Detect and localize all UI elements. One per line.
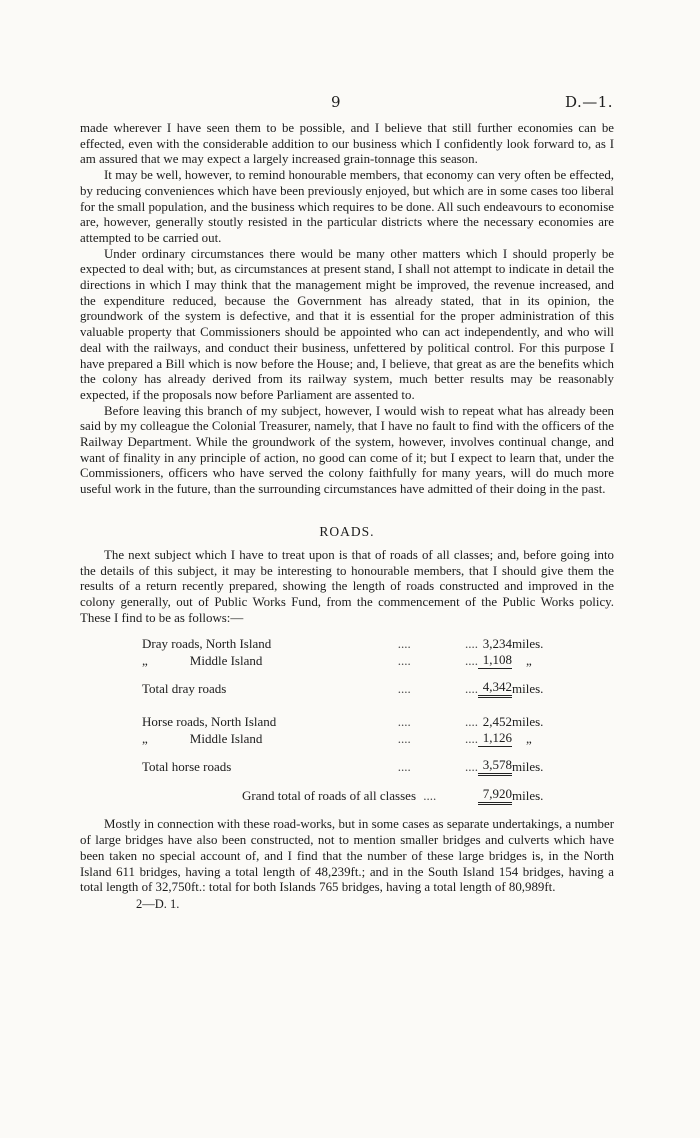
paragraph-continuation: made wherever I have seen them to be possible, and I believe that still further economies can be effected, even with the considerable addition to our business which I confidently look forward to, as I am assured that we may expect a largely increased grain-tonnage this season.: [80, 121, 614, 167]
row-value: 7,920: [478, 786, 512, 804]
leader-dots: ....: [465, 730, 478, 746]
row-value: 3,234: [482, 636, 512, 652]
row-unit: miles.: [512, 787, 544, 803]
paragraph-commissioners: Under ordinary circumstances there would be many other matters which I should properly be expected to deal with; but, as circumstances at present stand, I shall not attempt to indicate in detail the directions in which I may think that the management might be improved, the revenue increased, and the expenditure reduced, because the Government has already stated, that in its opinion, the groundwork of the system is defective, and that it is essential for the proper administration of this valuable property that Commissioners should be appointed who can act independently, and who will deal with the railways, and conduct their business, unfettered by political control. For this purpose I have prepared a Bill which is now before the House; and, I believe, that great as are the benefits which the colony has already derived from its railway system, much better results may be reasonably expected, if the proposals now before Parliament are assented to.: [80, 246, 614, 402]
row-unit: miles.: [512, 636, 544, 652]
table-row: [142, 652, 572, 669]
ditto-mark: „: [526, 730, 532, 746]
row-value: 1,126: [478, 730, 512, 747]
table-row: [142, 757, 572, 775]
leader-dots: ....: [397, 680, 411, 696]
signature-mark: 2—D. 1.: [136, 896, 180, 911]
page-body: [80, 121, 614, 912]
leader-dots: ....: [423, 787, 437, 803]
paragraph-bridges: Mostly in connection with these road-works, but in some cases as separate undertakings, a number of large bridges have also been constructed, not to mention smaller bridges and culverts which have been taken no special account of, and I find that the number of these large bridges is, in the North Island 611 bridges, having a total length of 48,239ft.; and in the South Island 154 bridges, having a total length of 32,750ft.: total for both Islands 765 bridges, having a total length of 80,989ft.: [80, 817, 614, 895]
row-label: Total dray roads: [142, 680, 227, 696]
row-unit: miles.: [512, 758, 544, 774]
leader-dots: ....: [397, 652, 411, 668]
table-row: [142, 636, 572, 652]
leader-dots: ....: [465, 758, 478, 774]
ditto-mark: „: [142, 730, 148, 746]
leader-dots: ....: [397, 714, 411, 730]
leader-dots: ....: [465, 652, 478, 668]
row-label: Grand total of roads of all classes ....: [242, 787, 437, 803]
leader-dots: ....: [397, 730, 411, 746]
document-reference: D.—1.: [565, 93, 614, 111]
paragraph-economy: It may be well, however, to remind honourable members, that economy can very often be effected, by reducing conveniences which have been previously enjoyed, but which are in some cases too liberal for the small population, and the business which requires to be done. All such endeavours to economise are, however, generally stoutly resisted in the particular districts where the necessary economies are attempted to be carried out.: [80, 168, 614, 245]
leader-dots: ....: [465, 680, 478, 696]
row-unit: miles.: [512, 680, 544, 696]
row-unit: miles.: [512, 714, 544, 730]
roads-table: [142, 636, 572, 805]
ditto-mark: „: [526, 652, 532, 668]
row-value: 4,342: [478, 679, 512, 697]
paragraph-roads-intro: The next subject which I have to treat upon is that of roads of all classes; and, before going into the details of this subject, it may be interesting to honourable members, that I should give them the results of a return recently prepared, showing the length of roads constructed and improved in the colony generally, out of Public Works Fund, from the commencement of the Public Works policy. These I find to be as follows:—: [80, 547, 614, 625]
page-number: 9: [331, 93, 341, 111]
row-label: Dray roads, North Island: [142, 636, 272, 652]
ditto-mark: „: [142, 652, 148, 668]
row-label: „ Middle Island: [142, 652, 263, 668]
row-label: Horse roads, North Island: [142, 714, 277, 730]
table-row: [142, 714, 572, 730]
leader-dots: ....: [397, 636, 411, 652]
section-heading-roads: ROADS.: [319, 523, 375, 539]
row-value: 1,108: [478, 652, 512, 669]
leader-dots: ....: [397, 758, 411, 774]
row-label: Total horse roads: [142, 758, 232, 774]
leader-dots: ....: [465, 714, 478, 730]
row-value: 2,452: [482, 714, 512, 730]
table-row: [142, 786, 572, 804]
row-value: 3,578: [478, 757, 512, 775]
table-row: [142, 679, 572, 697]
table-row: [142, 730, 572, 747]
leader-dots: ....: [465, 636, 478, 652]
paragraph-railway-officers: Before leaving this branch of my subject, however, I would wish to repeat what has already been said by my colleague the Colonial Treasurer, namely, that I have no fault to find with the officers of the Railway Department. While the groundwork of the system, however, involves continual change, and want of finality in any principle of action, no good can come of it; but I expect to learn that, under the Commissioners, officers who have served the colony faithfully for many years, will do much more useful work in the future, than the surrounding circumstances have admitted of their doing in the past.: [80, 403, 614, 497]
row-label: „ Middle Island: [142, 730, 263, 746]
